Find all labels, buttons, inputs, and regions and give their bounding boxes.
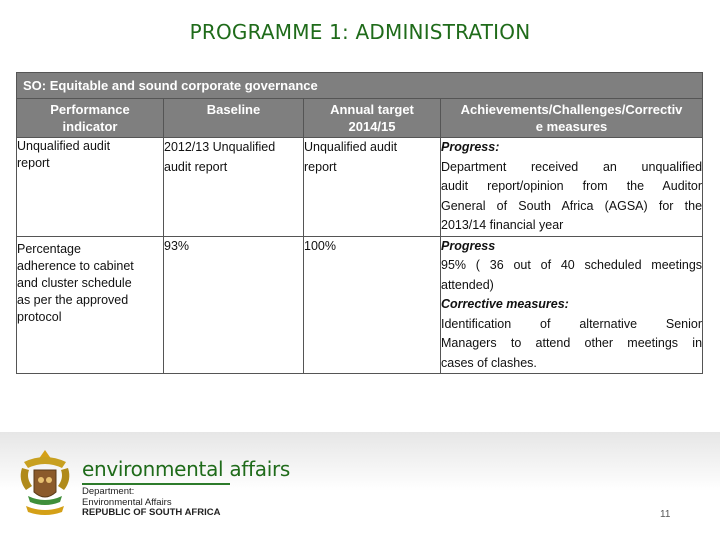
- cell-line: protocol: [17, 309, 62, 324]
- corrective-measures-label: Corrective measures:: [441, 297, 569, 311]
- cell-line: as per the approved: [17, 292, 129, 307]
- cell-line: Department received an unqualified: [441, 159, 703, 174]
- cell-line: 95% ( 36 out of 40 scheduled meetings: [441, 258, 703, 272]
- header-text: Annual target: [330, 102, 414, 117]
- header-performance-indicator: [17, 99, 164, 138]
- table-row: [17, 138, 703, 237]
- header-text: Performance: [50, 102, 130, 117]
- achievements-cell: [441, 236, 703, 374]
- coat-of-arms-icon: [14, 446, 76, 522]
- header-text: 2014/15: [348, 119, 396, 134]
- header-text: Achievements/Challenges/Correctiv: [460, 102, 683, 117]
- header-text: indicator: [62, 119, 118, 134]
- target-cell: [304, 236, 441, 374]
- page-number: 11: [660, 509, 671, 520]
- cell-line: 93%: [164, 238, 190, 253]
- dept-line: Environmental Affairs: [82, 496, 172, 508]
- cell-line: Percentage: [17, 241, 81, 256]
- dept-line: Department:: [82, 486, 135, 497]
- achievements-cell: [441, 138, 703, 237]
- cell-line: attended): [441, 277, 494, 292]
- header-achievements: [441, 99, 703, 138]
- cell-line: audit report: [164, 159, 228, 174]
- target-cell: [304, 138, 441, 237]
- department-logo: [14, 446, 291, 526]
- cell-line: audit report/opinion from the Auditor: [441, 179, 703, 193]
- cell-line: adherence to cabinet: [17, 258, 134, 273]
- header-text: Baseline: [206, 102, 261, 117]
- indicator-cell: [17, 138, 164, 237]
- progress-label: Progress: [441, 238, 496, 253]
- cell-line: and cluster schedule: [17, 275, 132, 290]
- header-text: e measures: [535, 119, 608, 134]
- table-row: [17, 236, 703, 374]
- cell-line: Identification of alternative Senior: [441, 316, 703, 331]
- header-baseline: [164, 99, 304, 138]
- cell-line: report: [17, 156, 50, 170]
- baseline-cell: [164, 236, 304, 374]
- strategic-objective-label: SO: Equitable and sound corporate governance: [17, 73, 703, 99]
- indicator-cell: [17, 236, 164, 374]
- department-text: [82, 487, 220, 519]
- cell-line: cases of clashes.: [441, 355, 537, 370]
- cell-line: report: [304, 159, 337, 174]
- country-name: REPUBLIC OF SOUTH AFRICA: [82, 507, 221, 518]
- cell-line: Unqualified audit: [304, 140, 398, 154]
- brand-name: environmental affairs: [82, 457, 291, 481]
- performance-table: [16, 72, 703, 374]
- cell-line: Managers to attend other meetings in: [441, 336, 703, 350]
- cell-line: Unqualified audit: [17, 139, 111, 153]
- baseline-cell: [164, 138, 304, 237]
- strategic-objective-row: [17, 73, 703, 99]
- cell-line: 2012/13 Unqualified: [164, 140, 276, 154]
- header-row: [17, 99, 703, 138]
- cell-line: 100%: [304, 238, 336, 253]
- header-annual-target: [304, 99, 441, 138]
- cell-line: 2013/14 financial year: [441, 218, 564, 232]
- slide-title: PROGRAMME 1: ADMINISTRATION: [189, 20, 531, 44]
- progress-label: Progress:: [441, 140, 500, 154]
- cell-line: General of South Africa (AGSA) for the: [441, 198, 703, 213]
- brand-divider: [82, 483, 230, 485]
